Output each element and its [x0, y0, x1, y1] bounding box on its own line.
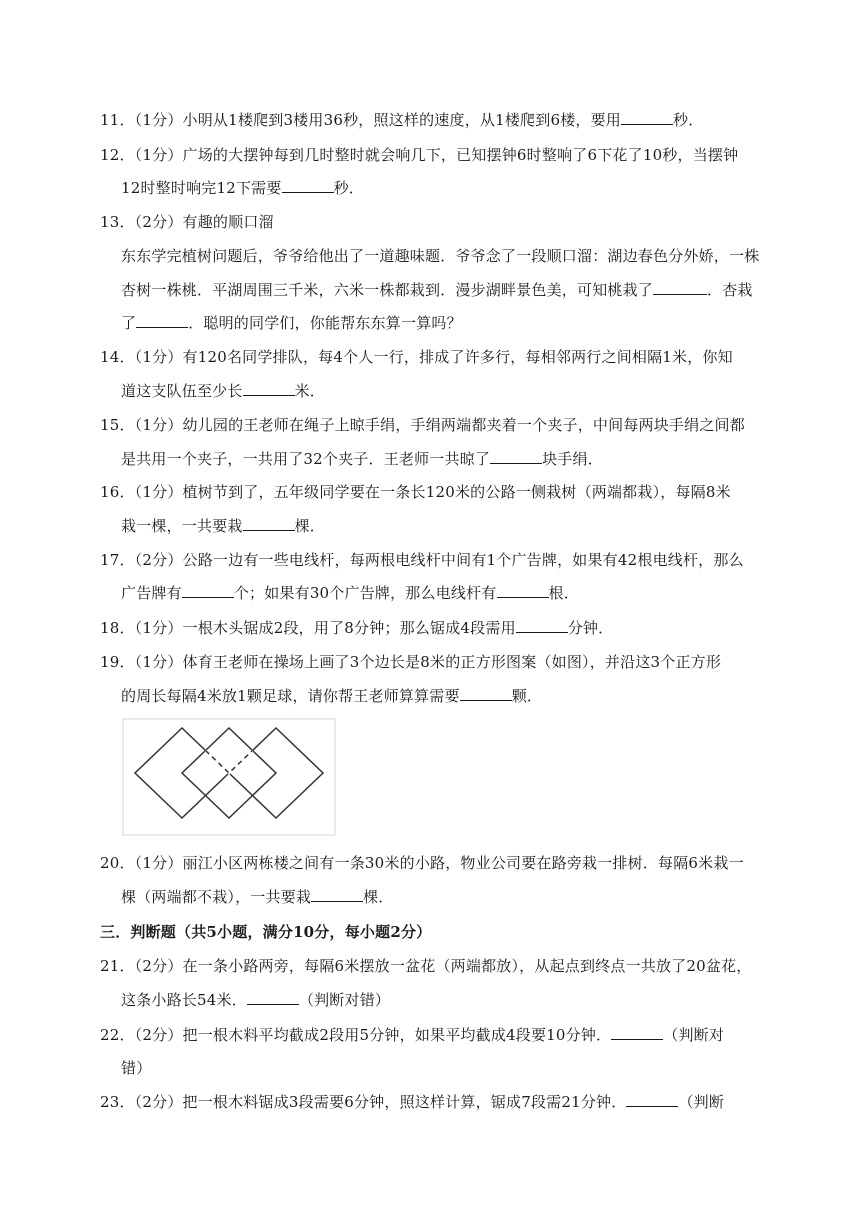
- q20-line: 20．（1分）丽江小区两栋楼之间有一条30米的小路，物业公司要在路旁栽一排树．每隔6米栽一: [100, 854, 744, 872]
- q17-line: 17．（2分）公路一边有一些电线杆，每两根电线杆中间有1个广告牌，如果有42根电线杆，那么: [100, 551, 744, 569]
- q14-line: 14．（1分）有120名同学排队，每4个人一行，排成了许多行，每相邻两行之间相隔1米，你知: [100, 348, 733, 366]
- q21-line: 21．（2分）在一条小路两旁，每隔6米摆放一盆花（两端都放），从起点到终点一共放了20盆花，: [100, 957, 752, 975]
- answer-blank[interactable]: [243, 381, 295, 396]
- q22-line-2: 错）: [121, 1059, 152, 1077]
- answer-blank[interactable]: [182, 583, 234, 598]
- q22-line: 22．（2分）把一根木料平均截成2段用5分钟，如果平均截成4段要10分钟． （判断对: [100, 1026, 725, 1044]
- answer-blank[interactable]: [460, 686, 512, 701]
- q19-line: 19．（1分）体育王老师在操场上画了3个边长是8米的正方形图案（如图），并沿这3个正方形: [100, 653, 722, 671]
- q16-line: 16．（1分）植树节到了，五年级同学要在一条长120米的公路一侧栽树（两端都栽），每隔8米: [100, 483, 731, 501]
- q11-line: 11．（1分）小明从1楼爬到3楼用36秒，照这样的速度，从1楼爬到6楼，要用 秒．: [100, 111, 704, 129]
- answer-blank[interactable]: [626, 1092, 678, 1107]
- q13-line-4: 了 ．聪明的同学们，你能帮东东算一算吗？: [121, 314, 462, 332]
- q13-line-3: 杏树一株桃．平湖周围三千米，六米一株都栽到．漫步湖畔景色美，可知桃栽了 ．杏栽: [121, 281, 753, 299]
- q21-line-2: 这条小路长54米． （判断对错）: [121, 991, 391, 1009]
- answer-blank[interactable]: [490, 449, 542, 464]
- answer-blank[interactable]: [282, 178, 334, 193]
- answer-blank[interactable]: [311, 887, 363, 902]
- answer-blank[interactable]: [136, 313, 188, 328]
- q23-line: 23．（2分）把一根木料锯成3段需要6分钟，照这样计算，锯成7段需21分钟． （判断: [100, 1093, 725, 1111]
- answer-blank[interactable]: [516, 618, 568, 633]
- three-squares-figure: [122, 718, 336, 836]
- q17-line-2: 广告牌有 个；如果有30个广告牌，那么电线杆有 根．: [121, 584, 579, 602]
- q18-line: 18．（1分）一根木头锯成2段，用了8分钟；那么锯成4段需用 分钟．: [100, 619, 614, 637]
- q20-line-2: 棵（两端都不栽），一共要栽 棵．: [121, 888, 394, 906]
- answer-blank[interactable]: [611, 1025, 663, 1040]
- q13-line: 13．（2分）有趣的顺口溜: [100, 213, 274, 231]
- section-header: 三．判断题（共5小题，满分10分，每小题2分）: [100, 923, 432, 941]
- q16-line-2: 栽一棵，一共要栽 棵．: [121, 517, 326, 535]
- q15-line: 15．（1分）幼儿园的王老师在绳子上晾手绢，手绢两端都夹着一个夹子，中间每两块手绢之间都: [100, 416, 745, 434]
- q14-line-2: 道这支队伍至少长 米．: [121, 382, 326, 400]
- answer-blank[interactable]: [243, 516, 295, 531]
- q12-line-2: 12时整时响完12下需要 秒．: [121, 179, 364, 197]
- q15-line-2: 是共用一个夹子，一共用了32个夹子．王老师一共晾了 块手绢．: [121, 450, 603, 468]
- q12-line: 12．（1分）广场的大摆钟每到几时整时就会响几下，已知摆钟6时整响了6下花了10秒，当摆钟: [100, 146, 739, 164]
- q19-line-2: 的周长每隔4米放1颗足球，请你帮王老师算算需要 颗．: [121, 687, 543, 705]
- answer-blank[interactable]: [497, 583, 549, 598]
- answer-blank[interactable]: [621, 110, 673, 125]
- q13-line-2: 东东学完植树问题后，爷爷给他出了一道趣味题．爷爷念了一段顺口溜：湖边春色分外娇，一株: [121, 247, 760, 265]
- answer-blank[interactable]: [247, 990, 299, 1005]
- answer-blank[interactable]: [653, 280, 707, 295]
